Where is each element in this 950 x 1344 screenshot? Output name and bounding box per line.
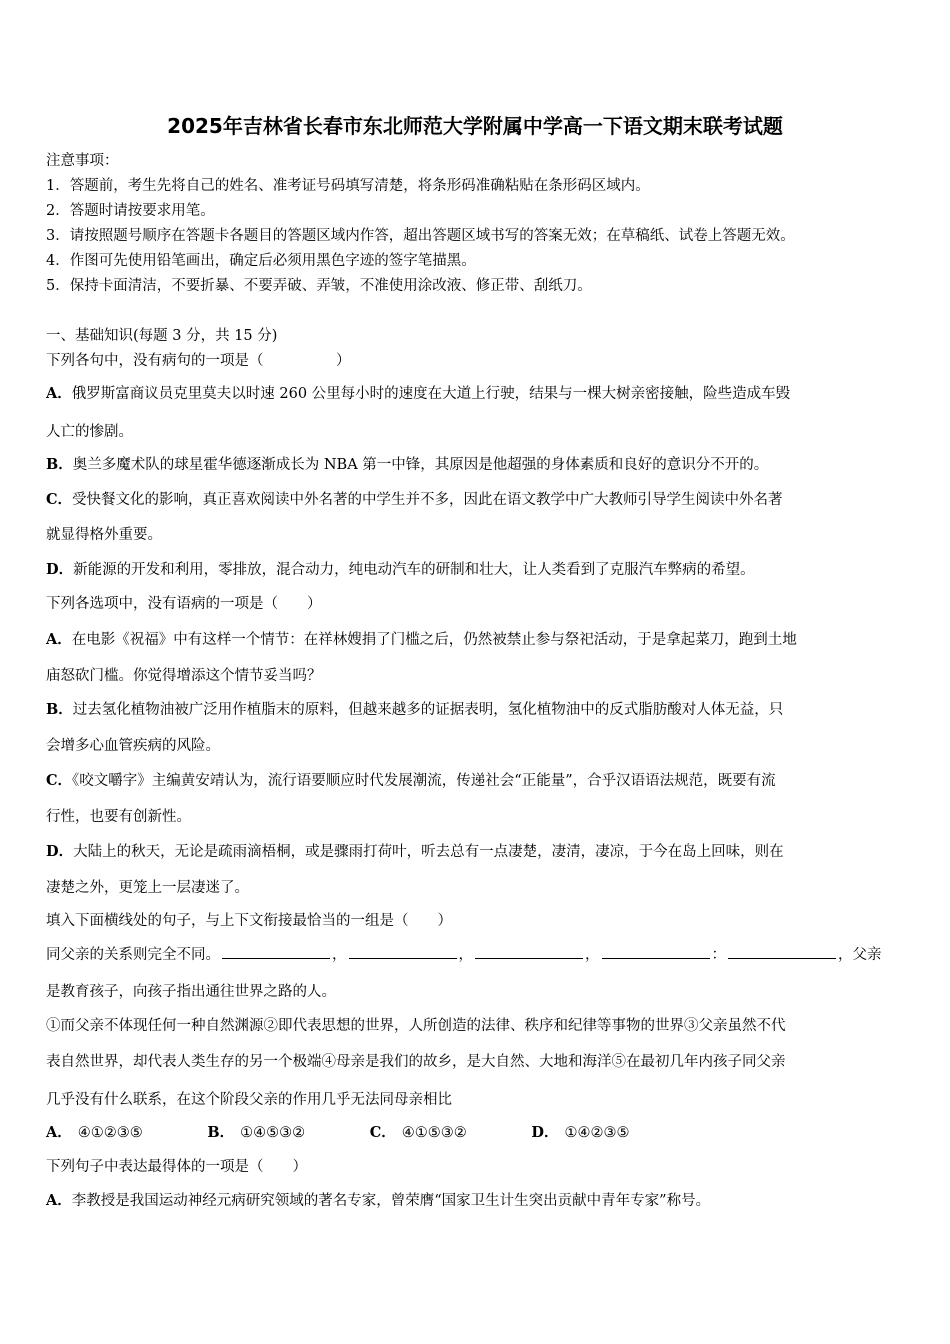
notice-item-2: 2．答题时请按要求用笔。 <box>46 203 215 219</box>
notice-item-3: 3．请按照题号顺序在答题卡各题目的答题区域内作答，超出答题区域书写的答案无效；在草稿纸、试卷上答题无效。 <box>46 228 795 244</box>
q3-sep-1: ， <box>332 947 347 963</box>
q3-options <box>46 1122 908 1144</box>
q2-b-line2: 会增多心血管疾病的风险。 <box>46 738 220 754</box>
q4-stem: 下列句子中表达最得体的一项是（ ） <box>46 1159 307 1175</box>
q3-passage-start: 同父亲的关系则完全不同。 <box>46 947 220 963</box>
q1-option-d <box>46 559 908 581</box>
q3-option-d[interactable] <box>531 1122 629 1144</box>
q2-b-line1: 过去氢化植物油被广泛用作植脂末的原料，但越来越多的证据表明，氢化植物油中的反式脂肪酸对人体无益，只 <box>72 702 784 718</box>
q2-c-line1: 《咬文嚼字》主编黄安靖认为，流行语要顺应时代发展潮流，传递社会“正能量”，合乎汉语语法规范，既要有流 <box>72 773 776 789</box>
q3-passage-line1 <box>46 944 908 966</box>
q3-option-a-text: ④①②③⑤ <box>77 1125 143 1141</box>
q4-a-line1: 李教授是我国运动神经元病研究领域的著名专家，曾荣膺“国家卫生计生突出贡献中青年专家”称号。 <box>71 1193 711 1209</box>
q3-option-c-label: C． <box>369 1124 396 1141</box>
q1-stem: 下列各句中，没有病句的一项是（ ） <box>46 353 351 369</box>
q3-blank-1[interactable] <box>222 944 330 959</box>
q3-option-c[interactable] <box>370 1122 467 1144</box>
q3-option-b-text: ①④⑤③② <box>240 1125 306 1141</box>
q3-sentences-line3: 几乎没有什么联系，在这个阶段父亲的作用几乎无法同母亲相比 <box>46 1092 452 1108</box>
q3-stem: 填入下面横线处的句子，与上下文衔接最恰当的一组是（ ） <box>46 913 452 929</box>
q1-a-line1: 俄罗斯富商议员克里莫夫以时速 260 公里每小时的速度在大道上行驶，结果与一棵大树亲密接触，险些造成车毁 <box>71 386 791 402</box>
q3-passage-end: ，父亲 <box>838 947 882 963</box>
notice-item-1: 1．答题前，考生先将自己的姓名、准考证号码填写清楚，将条形码准确粘贴在条形码区域内。 <box>46 178 650 194</box>
q2-c-label: C． <box>46 772 73 789</box>
q3-option-c-text: ④①⑤③② <box>401 1125 467 1141</box>
q4-option-a <box>46 1190 908 1212</box>
q1-a-label: A． <box>46 385 72 402</box>
q2-option-d <box>46 841 908 863</box>
q3-option-d-label: D． <box>531 1124 559 1141</box>
q3-sentences-line1: ①而父亲不体现任何一种自然渊源②即代表思想的世界，人所创造的法律、秩序和纪律等事物的世界③父亲虽然不代 <box>46 1018 786 1034</box>
q2-option-a <box>46 629 908 651</box>
q1-option-b <box>46 454 908 476</box>
q1-d-label: D． <box>46 561 74 578</box>
q3-blank-3[interactable] <box>475 944 583 959</box>
q1-option-a <box>46 383 908 405</box>
q2-c-line2: 行性，也要有创新性。 <box>46 809 191 825</box>
q3-blank-4[interactable] <box>602 944 710 959</box>
q1-c-label: C． <box>46 491 73 508</box>
notice-heading: 注意事项： <box>46 153 119 169</box>
q2-d-line1: 大陆上的秋天，无论是疏雨滴梧桐，或是骤雨打荷叶，听去总有一点凄楚，凄清，凄凉，于今在岛上回味，则在 <box>73 844 784 860</box>
q1-c-line2: 就显得格外重要。 <box>46 527 162 543</box>
q1-option-c <box>46 489 908 511</box>
q3-sep-4: ： <box>711 947 726 963</box>
q3-option-a-label: A． <box>46 1124 72 1141</box>
q3-blank-2[interactable] <box>349 944 457 959</box>
q3-option-d-text: ①④②③⑤ <box>564 1125 630 1141</box>
q3-sep-3: ， <box>585 947 600 963</box>
section-heading: 一、基础知识(每题 3 分，共 15 分) <box>46 328 278 344</box>
q1-c-line1: 受快餐文化的影响，真正喜欢阅读中外名著的中学生并不多，因此在语文教学中广大教师引导学生阅读中外名著 <box>72 492 783 508</box>
q3-option-b[interactable] <box>207 1122 305 1144</box>
q3-option-a[interactable] <box>46 1122 143 1144</box>
q2-b-label: B． <box>46 701 73 718</box>
q2-d-label: D． <box>46 843 74 860</box>
q2-a-line1: 在电影《祝福》中有这样一个情节：在祥林嫂捐了门槛之后，仍然被禁止参与祭祀活动，于是拿起菜刀，跑到土地 <box>71 632 797 648</box>
q1-a-line2: 人亡的惨剧。 <box>46 424 133 440</box>
q1-b-line1: 奥兰多魔术队的球星霍华德逐渐成长为 NBA 第一中锋，其原因是他超强的身体素质和良好的意识分不开的。 <box>72 457 769 473</box>
q1-b-label: B． <box>46 456 73 473</box>
q3-sentences-line2: 表自然世界，却代表人类生存的另一个极端④母亲是我们的故乡，是大自然、大地和海洋⑤在最初几年内孩子同父亲 <box>46 1054 786 1070</box>
page-title: 2025年吉林省长春市东北师范大学附属中学高一下语文期末联考试题 <box>167 114 783 138</box>
q2-a-line2: 庙怒砍门槛。你觉得增添这个情节妥当吗？ <box>46 668 322 684</box>
q2-option-b <box>46 699 908 721</box>
q1-d-line1: 新能源的开发和利用，零排放，混合动力，纯电动汽车的研制和壮大，让人类看到了克服汽车弊病的希望。 <box>73 562 755 578</box>
q2-a-label: A． <box>46 631 72 648</box>
q3-option-b-label: B． <box>207 1124 235 1141</box>
q4-a-label: A． <box>46 1192 72 1209</box>
q2-stem: 下列各选项中，没有语病的一项是（ ） <box>46 596 322 612</box>
q3-sep-2: ， <box>458 947 473 963</box>
q2-option-c <box>46 770 908 792</box>
q2-d-line2: 凄楚之外，更笼上一层凄迷了。 <box>46 880 249 896</box>
q3-blank-5[interactable] <box>728 944 836 959</box>
q3-passage-line2: 是教育孩子，向孩子指出通往世界之路的人。 <box>46 984 336 1000</box>
notice-item-4: 4．作图可先使用铅笔画出，确定后必须用黑色字迹的签字笔描黑。 <box>46 253 476 269</box>
notice-item-5: 5．保持卡面清洁，不要折暴、不要弄破、弄皱，不准使用涂改液、修正带、刮纸刀。 <box>46 278 592 294</box>
